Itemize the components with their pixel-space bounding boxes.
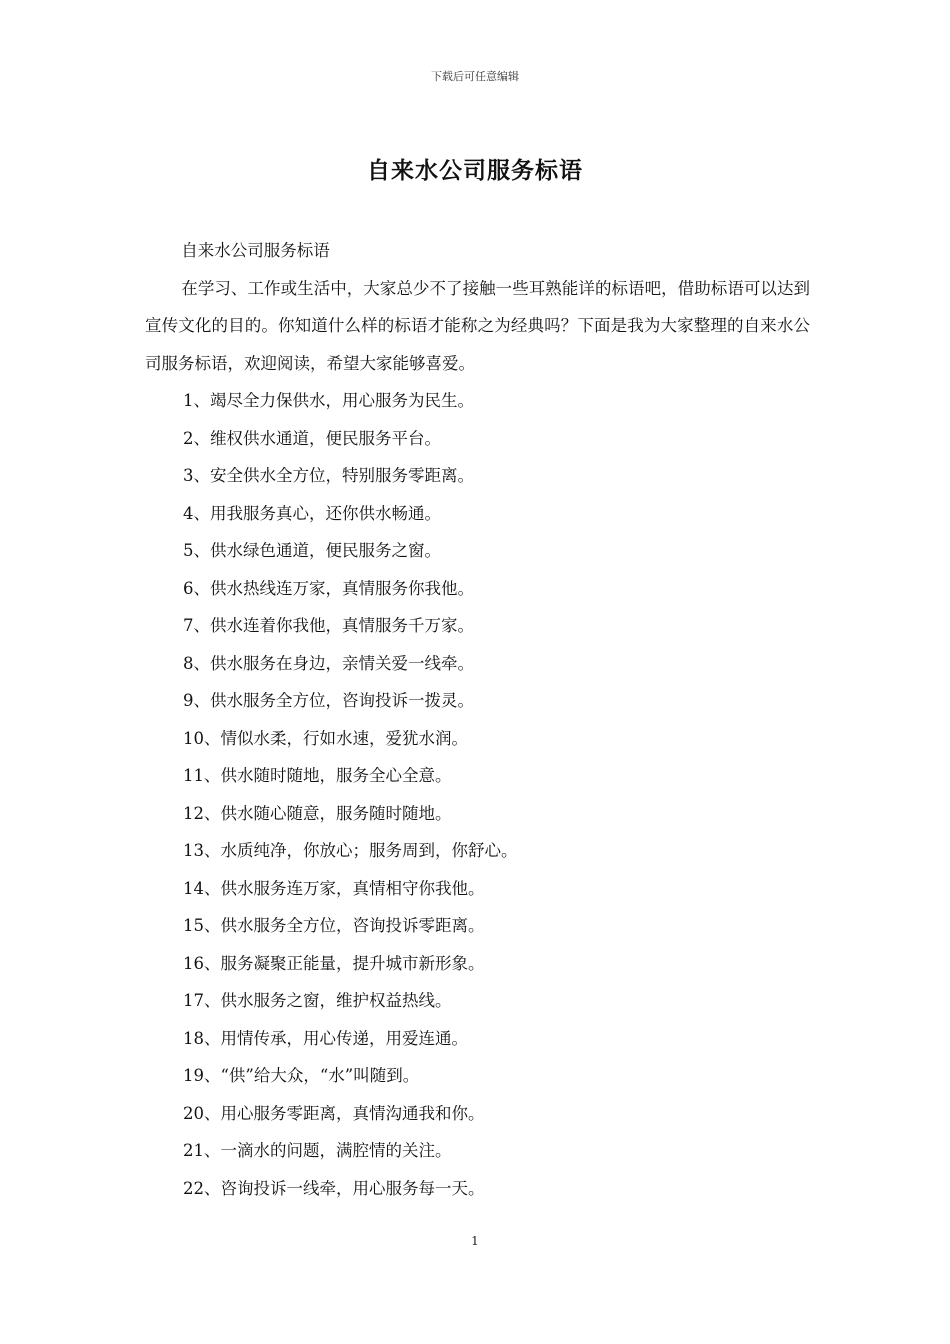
list-item: 7、供水连着你我他，真情服务千万家。 [183, 616, 474, 635]
list-item: 10、情似水柔，行如水速，爱犹水润。 [183, 728, 468, 748]
list-item: 2、维权供水通道，便民服务平台。 [183, 428, 441, 448]
list-item: 22、咨询投诉一线牵，用心服务每一天。 [183, 1178, 485, 1198]
list-item: 3、安全供水全方位，特别服务零距离。 [183, 466, 474, 485]
list-item: 17、供水服务之窗，维护权益热线。 [183, 991, 452, 1010]
list-item: 21、一滴水的问题，满腔情的关注。 [183, 1141, 452, 1160]
list-item: 5、供水绿色通道，便民服务之窗。 [183, 541, 441, 560]
subtitle-paragraph: 自来水公司服务标语 [181, 241, 330, 260]
document-body [145, 232, 810, 1207]
list-item: 9、供水服务全方位，咨询投诉一拨灵。 [183, 691, 474, 710]
list-item: 15、供水服务全方位，咨询投诉零距离。 [183, 916, 485, 935]
list-item: 8、供水服务在身边，亲情关爱一线牵。 [183, 653, 474, 673]
list-item: 4、用我服务真心，还你供水畅通。 [183, 503, 441, 523]
list-item: 11、供水随时随地，服务全心全意。 [183, 766, 452, 785]
list-item: 14、供水服务连万家，真情相守你我他。 [183, 878, 485, 898]
list-item: 6、供水热线连万家，真情服务你我他。 [183, 578, 474, 598]
slogan-list [145, 382, 810, 1207]
list-item: 20、用心服务零距离，真情沟通我和你。 [183, 1103, 485, 1123]
page-number: 1 [471, 1234, 479, 1248]
list-item: 16、服务凝聚正能量，提升城市新形象。 [183, 953, 485, 973]
list-item: 18、用情传承，用心传递，用爱连通。 [183, 1028, 468, 1048]
header-note: 下载后可任意编辑 [431, 70, 519, 83]
list-item: 1、竭尽全力保供水，用心服务为民生。 [183, 391, 474, 410]
list-item: 12、供水随心随意，服务随时随地。 [183, 803, 452, 823]
list-item: 13、水质纯净，你放心；服务周到，你舒心。 [183, 841, 518, 860]
list-item: 19、“供”给大众，“水”叫随到。 [183, 1066, 420, 1085]
intro-paragraph: 在学习、工作或生活中，大家总少不了接触一些耳熟能详的标语吧，借助标语可以达到宣传文化的目的。你知道什么样的标语才能称之为经典吗？下面是我为大家整理的自来水公司服务标语，欢迎阅读，希望大家能够喜爱。 [145, 278, 810, 373]
document-title: 自来水公司服务标语 [367, 157, 583, 184]
